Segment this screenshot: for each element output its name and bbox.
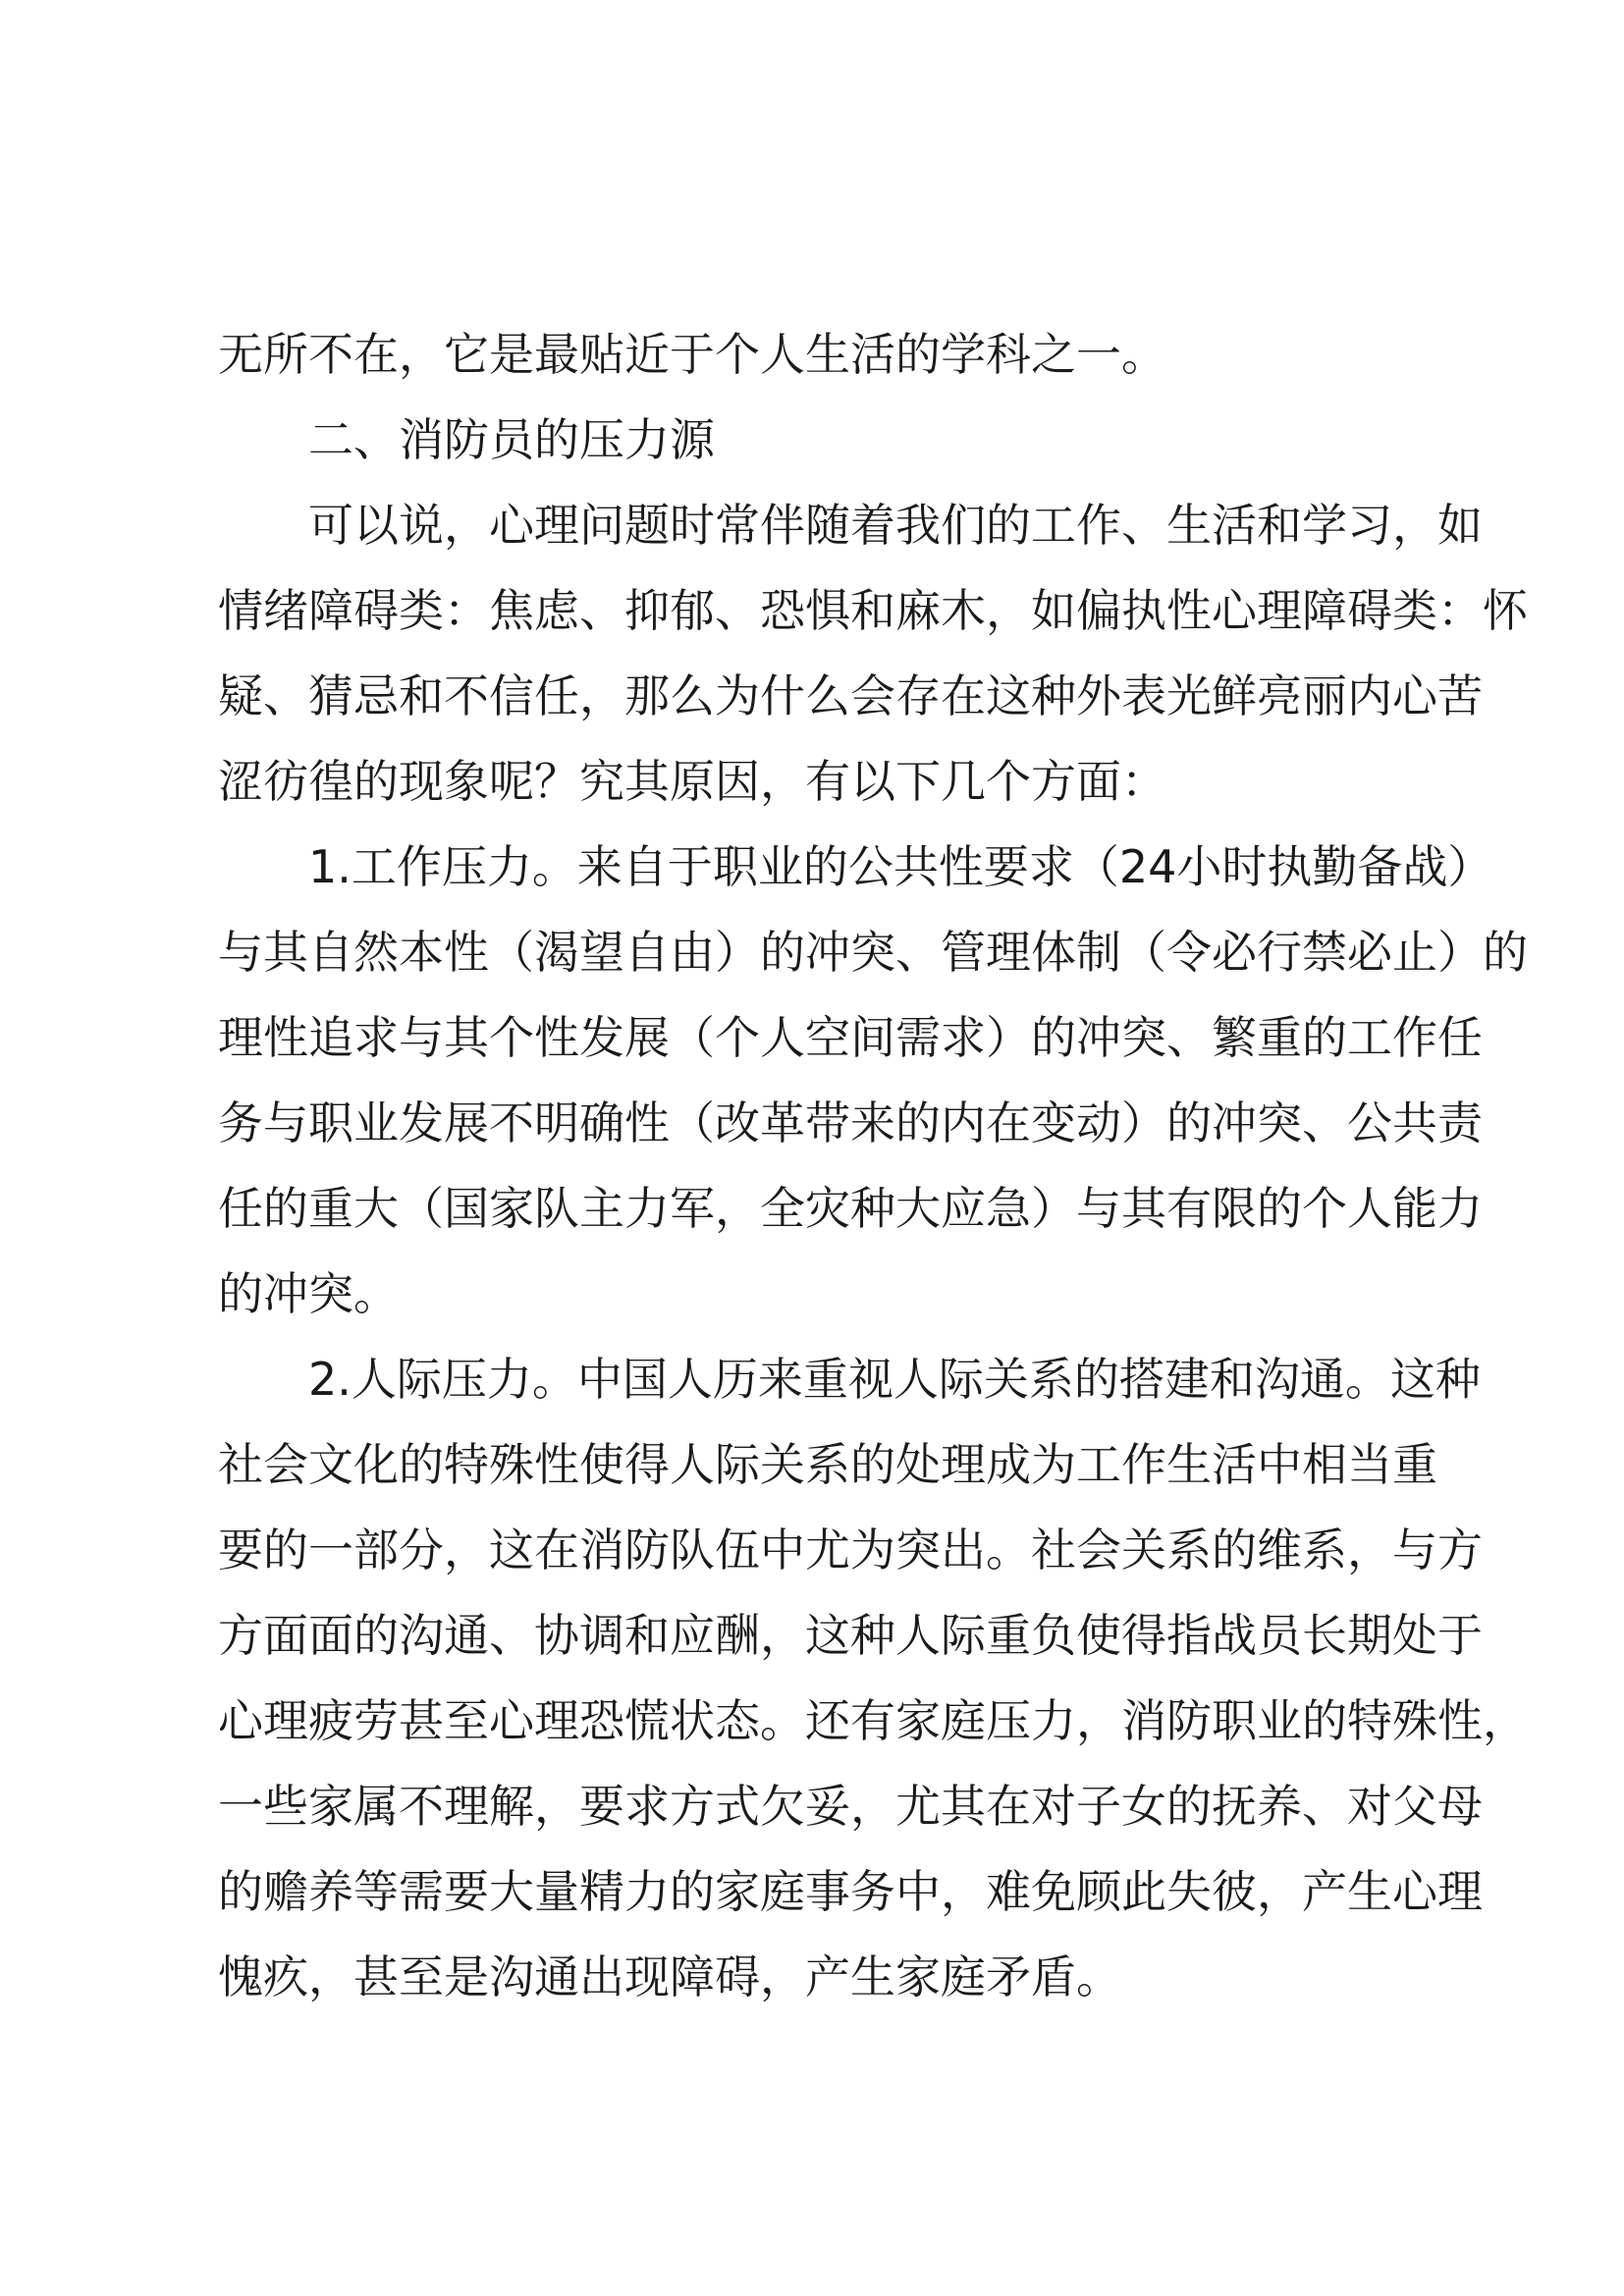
paragraph-line: 愧疚，甚至是沟通出现障碍，产生家庭矛盾。 bbox=[218, 1950, 1121, 2003]
paragraph-line: 方面面的沟通、协调和应酬，这种人际重负使得指战员长期处于 bbox=[218, 1609, 1483, 1662]
paragraph-line: 务与职业发展不明确性（改革带来的内在变动）的冲突、公共责 bbox=[218, 1096, 1483, 1149]
paragraph-line: 的赡养等需要大量精力的家庭事务中，难免顾此失彼，产生心理 bbox=[218, 1865, 1483, 1918]
paragraph-line: 无所不在，它是最贴近于个人生活的学科之一。 bbox=[218, 328, 1166, 381]
paragraph-line: 可以说，心理问题时常伴随着我们的工作、生活和学习，如 bbox=[308, 499, 1483, 552]
paragraph-line: 任的重大（国家队主力军，全灾种大应急）与其有限的个人能力 bbox=[218, 1182, 1483, 1235]
paragraph-line: 1.工作压力。来自于职业的公共性要求（24小时执勤备战） bbox=[308, 840, 1493, 893]
paragraph-line: 一些家属不理解，要求方式欠妥，尤其在对子女的抚养、对父母 bbox=[218, 1780, 1483, 1833]
paragraph-line: 理性追求与其个性发展（个人空间需求）的冲突、繁重的工作任 bbox=[218, 1011, 1483, 1064]
paragraph-line: 疑、猜忌和不信任，那么为什么会存在这种外表光鲜亮丽内心苦 bbox=[218, 669, 1483, 722]
paragraph-line: 心理疲劳甚至心理恐慌状态。还有家庭压力，消防职业的特殊性， bbox=[218, 1694, 1528, 1747]
paragraph-line: 涩彷徨的现象呢？究其原因，有以下几个方面： bbox=[218, 755, 1166, 808]
paragraph-line: 社会文化的特殊性使得人际关系的处理成为工作生活中相当重 bbox=[218, 1438, 1437, 1491]
paragraph-line: 要的一部分，这在消防队伍中尤为突出。社会关系的维系，与方 bbox=[218, 1523, 1483, 1576]
paragraph-line: 与其自然本性（渴望自由）的冲突、管理体制（令必行禁必止）的 bbox=[218, 926, 1528, 979]
paragraph-line: 情绪障碍类：焦虑、抑郁、恐惧和麻木，如偏执性心理障碍类：怀 bbox=[218, 584, 1528, 637]
body-text bbox=[218, 312, 1528, 2020]
paragraph-line: 的冲突。 bbox=[218, 1267, 399, 1320]
section-heading: 二、消防员的压力源 bbox=[308, 413, 715, 466]
paragraph-line: 2.人际压力。中国人历来重视人际关系的搭建和沟通。这种 bbox=[308, 1353, 1481, 1406]
